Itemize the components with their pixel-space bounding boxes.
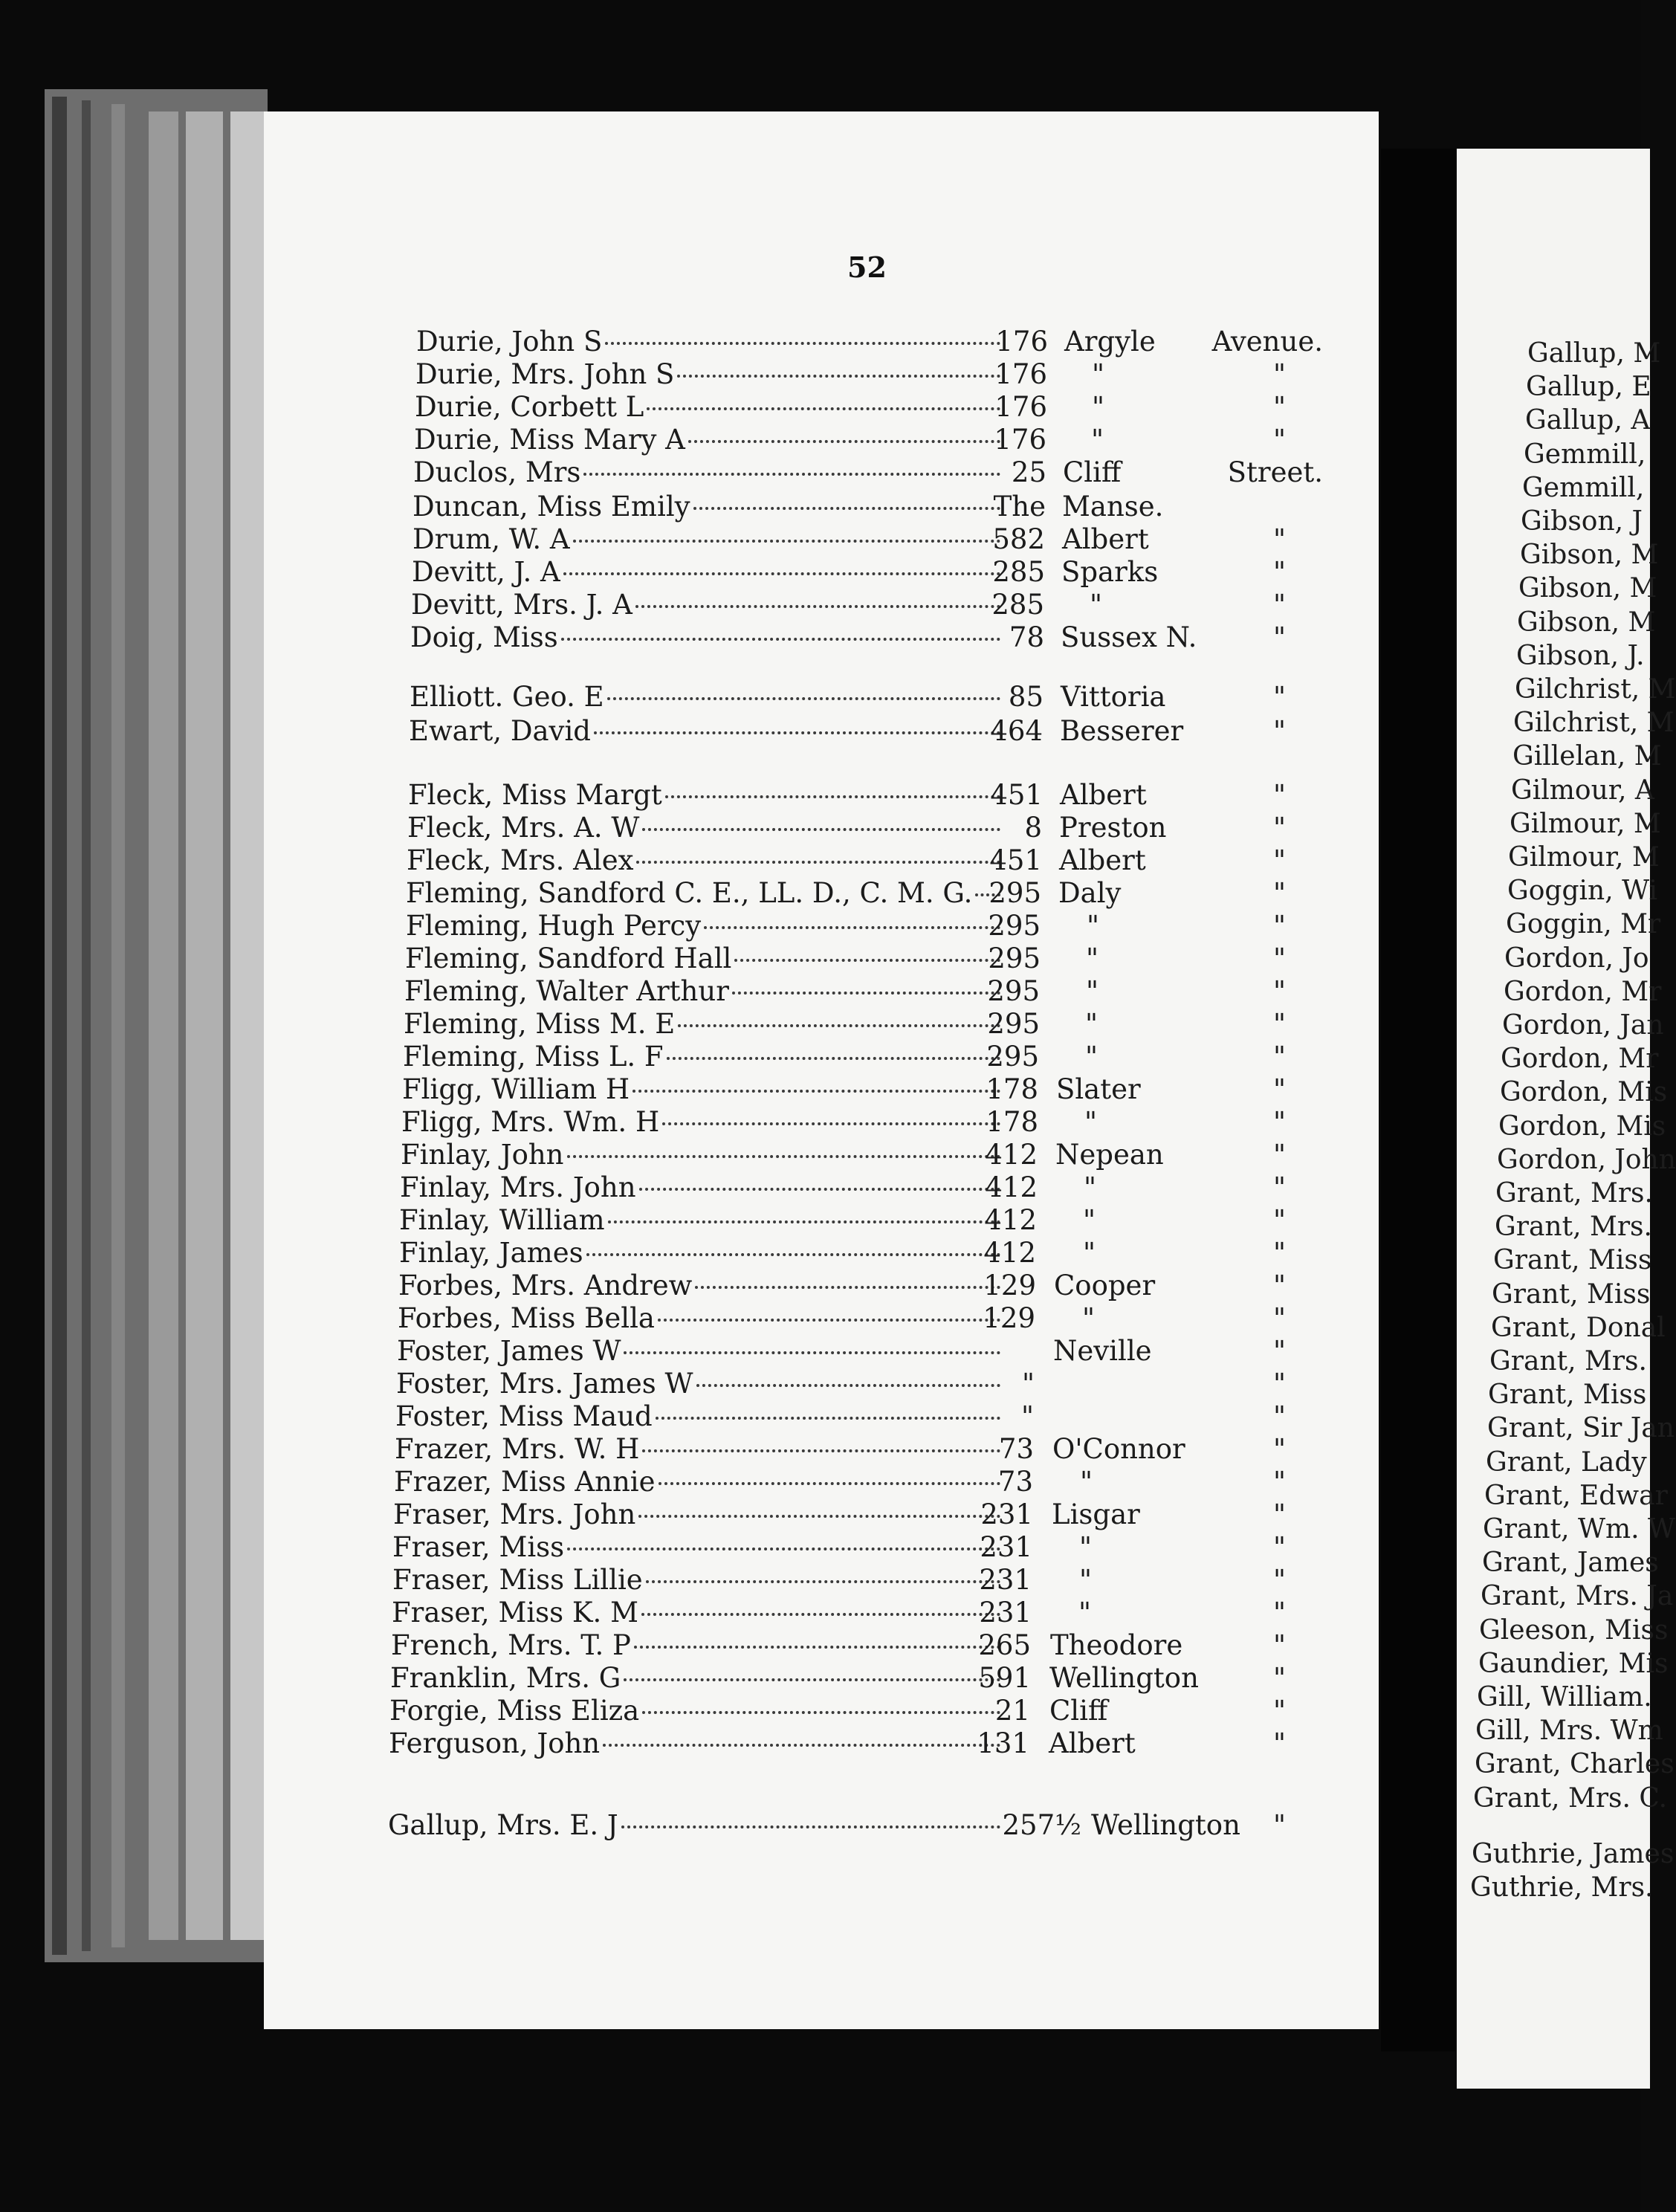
entry-street: Albert bbox=[1059, 844, 1146, 876]
entry-suffix: " bbox=[1272, 621, 1286, 653]
entry-number: 412 bbox=[985, 1171, 1038, 1203]
directory-entry bbox=[415, 358, 1003, 391]
directory-entry bbox=[406, 910, 1003, 942]
facing-page-entry: Gordon, Mis bbox=[1498, 1110, 1666, 1142]
entry-number: 265 bbox=[978, 1629, 1031, 1661]
entry-name: Fleck, Mrs. A. W bbox=[407, 812, 640, 844]
entry-street: " bbox=[1084, 1106, 1098, 1138]
facing-page-entry: Guthrie, Mrs. bbox=[1470, 1872, 1654, 1903]
directory-entry bbox=[402, 1073, 1003, 1106]
directory-entry bbox=[391, 1629, 1003, 1662]
directory-entry bbox=[388, 1809, 1003, 1842]
dot-leader bbox=[665, 795, 1000, 798]
facing-page-entry: Grant, Miss bbox=[1493, 1245, 1652, 1276]
entry-name: Fleming, Miss M. E bbox=[404, 1008, 676, 1040]
entry-street: Sussex N. bbox=[1061, 621, 1197, 653]
facing-page-entry: Gilchrist, M bbox=[1513, 708, 1675, 739]
entry-suffix: " bbox=[1272, 1270, 1286, 1301]
entry-number: 582 bbox=[992, 523, 1045, 555]
entry-name: Forbes, Mrs. Andrew bbox=[398, 1270, 693, 1301]
directory-entry bbox=[398, 1270, 1003, 1302]
entry-suffix: " bbox=[1272, 942, 1286, 974]
entry-number: 231 bbox=[980, 1498, 1033, 1530]
entry-name: Frazer, Mrs. W. H bbox=[395, 1433, 640, 1465]
entry-number: 295 bbox=[986, 1041, 1039, 1073]
directory-entry bbox=[408, 779, 1003, 812]
entry-suffix: " bbox=[1272, 1139, 1286, 1171]
entry-street: Albert bbox=[1049, 1727, 1136, 1759]
directory-entry bbox=[414, 424, 1003, 456]
facing-page-entry: Gordon, Mr bbox=[1501, 1044, 1659, 1075]
entry-number: 231 bbox=[979, 1564, 1032, 1596]
entry-suffix: " bbox=[1272, 715, 1286, 747]
entry-suffix: " bbox=[1272, 1695, 1286, 1727]
directory-entry bbox=[401, 1106, 1003, 1139]
entry-suffix: " bbox=[1272, 1302, 1286, 1334]
dot-leader bbox=[647, 407, 1000, 410]
entry-name: Fraser, Miss bbox=[392, 1531, 565, 1563]
entry-street: Cliff bbox=[1063, 456, 1122, 488]
directory-entry bbox=[412, 523, 1003, 556]
entry-suffix: " bbox=[1272, 910, 1286, 942]
entry-street: Sparks bbox=[1061, 556, 1159, 588]
facing-page-entry: Grant, Miss bbox=[1492, 1278, 1651, 1310]
entry-suffix: " bbox=[1272, 1400, 1286, 1432]
entry-name: Elliott. Geo. E bbox=[410, 681, 604, 713]
entry-suffix: " bbox=[1272, 1106, 1286, 1138]
entry-street: Albert bbox=[1060, 779, 1147, 811]
dot-leader bbox=[563, 572, 1000, 575]
facing-page-entry: Gemmill, bbox=[1524, 439, 1646, 470]
directory-entry bbox=[411, 589, 1003, 621]
entry-suffix: Avenue. bbox=[1211, 326, 1323, 358]
directory-entry bbox=[405, 942, 1003, 975]
entry-suffix: " bbox=[1272, 1498, 1286, 1530]
entry-suffix: " bbox=[1272, 1564, 1286, 1596]
directory-entry bbox=[395, 1433, 1003, 1466]
facing-page-fragment bbox=[1457, 149, 1676, 2089]
facing-page-entry: Gilchrist, M bbox=[1515, 674, 1676, 705]
entry-number: 176 bbox=[995, 326, 1048, 358]
entry-street: " bbox=[1092, 358, 1105, 390]
facing-page-entry: Gemmill, bbox=[1522, 472, 1645, 503]
entry-name: Finlay, John bbox=[401, 1139, 564, 1171]
dot-leader bbox=[677, 375, 1000, 378]
entry-number: 73 bbox=[998, 1433, 1034, 1465]
dot-leader bbox=[693, 507, 1000, 510]
facing-page-entry: Gordon, Jan bbox=[1502, 1010, 1664, 1041]
entry-suffix: " bbox=[1272, 779, 1286, 811]
facing-page-entry: Gilmour, M bbox=[1510, 808, 1661, 839]
entry-name: French, Mrs. T. P bbox=[391, 1629, 631, 1661]
entry-suffix: " bbox=[1272, 844, 1286, 876]
entry-number: 295 bbox=[987, 975, 1040, 1007]
dot-leader bbox=[567, 1155, 1000, 1158]
dot-leader bbox=[639, 1188, 1000, 1191]
entry-street: O'Connor bbox=[1052, 1433, 1185, 1465]
directory-entry bbox=[400, 1171, 1003, 1204]
entry-name: Fleming, Hugh Percy bbox=[406, 910, 702, 942]
entry-name: Fligg, Mrs. Wm. H bbox=[401, 1106, 660, 1138]
facing-page-entry: Gaundier, Mis bbox=[1478, 1648, 1669, 1679]
directory-entry bbox=[407, 812, 1003, 844]
entry-suffix: " bbox=[1272, 1597, 1286, 1629]
entry-name: Fraser, Miss Lillie bbox=[392, 1564, 643, 1596]
entry-number: 231 bbox=[980, 1531, 1032, 1563]
entry-name: Franklin, Mrs. G bbox=[390, 1662, 621, 1694]
entry-street: " bbox=[1085, 1008, 1099, 1040]
entry-suffix: " bbox=[1272, 1041, 1286, 1073]
entry-number: 285 bbox=[992, 556, 1045, 588]
entry-number: 231 bbox=[979, 1597, 1032, 1629]
entry-name: Finlay, William bbox=[399, 1204, 605, 1236]
entry-suffix: " bbox=[1272, 523, 1286, 555]
entry-street: Preston bbox=[1059, 812, 1167, 844]
entry-name: Devitt, Mrs. J. A bbox=[411, 589, 632, 621]
directory-entry bbox=[403, 1041, 1003, 1073]
entry-name: Durie, Miss Mary A bbox=[414, 424, 685, 456]
dot-leader bbox=[561, 638, 1000, 641]
directory-entry bbox=[390, 1662, 1003, 1695]
entry-number: 25 bbox=[1011, 456, 1046, 488]
dot-leader bbox=[688, 440, 1000, 443]
entry-street: " bbox=[1079, 1564, 1093, 1596]
facing-page-entry: Goggin, Wi bbox=[1507, 876, 1657, 907]
dot-leader bbox=[573, 540, 1000, 543]
entry-number: 451 bbox=[990, 779, 1043, 811]
entry-street: Cliff bbox=[1049, 1695, 1108, 1727]
entry-street: Argyle bbox=[1064, 326, 1156, 358]
entry-number: 295 bbox=[988, 942, 1041, 974]
facing-page-entry: Gibson, M bbox=[1520, 540, 1659, 571]
entry-suffix: " bbox=[1272, 1466, 1286, 1498]
directory-entry bbox=[392, 1531, 1003, 1564]
entry-name: Forgie, Miss Eliza bbox=[389, 1695, 640, 1727]
entry-number: 129 bbox=[983, 1302, 1035, 1334]
facing-page-entry: Grant, James bbox=[1482, 1548, 1659, 1579]
entry-suffix: " bbox=[1272, 812, 1286, 844]
directory-entry bbox=[410, 621, 1003, 654]
entry-number: 295 bbox=[988, 910, 1041, 942]
directory-entry bbox=[389, 1727, 1003, 1760]
entry-street: Vittoria bbox=[1061, 681, 1166, 713]
facing-page-entry: Grant, Lady bbox=[1486, 1446, 1647, 1478]
entry-street: " bbox=[1079, 1531, 1093, 1563]
facing-page-entry: Gibson, J. bbox=[1516, 640, 1645, 671]
directory-entry bbox=[404, 975, 1003, 1008]
directory-entry bbox=[399, 1237, 1003, 1270]
facing-page-entry: Gilmour, M bbox=[1508, 842, 1660, 873]
directory-entry bbox=[389, 1695, 1003, 1727]
entry-name: Foster, Miss Maud bbox=[395, 1400, 653, 1432]
directory-entry bbox=[406, 877, 1003, 910]
entry-street: Cooper bbox=[1054, 1270, 1156, 1301]
facing-page-entry: Goggin, Mr bbox=[1506, 909, 1661, 940]
entry-suffix: " bbox=[1272, 1008, 1286, 1040]
dot-leader bbox=[635, 605, 1000, 608]
dot-leader bbox=[586, 1253, 1000, 1256]
entry-street: Neville bbox=[1053, 1335, 1152, 1367]
facing-page-entry: Grant, Mrs. Ja bbox=[1481, 1581, 1674, 1612]
entry-street: Nepean bbox=[1055, 1139, 1164, 1171]
facing-page-entry: Gibson, J bbox=[1521, 506, 1643, 537]
facing-page-entry: Grant, Wm. W bbox=[1483, 1514, 1675, 1545]
entry-name: Fraser, Miss K. M bbox=[392, 1597, 638, 1629]
entry-name: Fligg, William H bbox=[402, 1073, 630, 1105]
entry-number: 85 bbox=[1008, 681, 1044, 713]
entry-suffix: " bbox=[1272, 556, 1286, 588]
entry-name: Fleck, Miss Margt bbox=[408, 779, 662, 811]
entry-street: Albert bbox=[1062, 523, 1149, 555]
entry-name: Foster, Mrs. James W bbox=[396, 1368, 693, 1400]
directory-entry bbox=[416, 326, 1003, 358]
facing-page-entry: Grant, Charles bbox=[1475, 1749, 1675, 1780]
entry-number: 21 bbox=[994, 1695, 1030, 1727]
entry-suffix: " bbox=[1272, 1073, 1286, 1105]
entry-suffix: " bbox=[1272, 358, 1286, 390]
directory-entry bbox=[392, 1564, 1003, 1597]
facing-page-entry: Gillelan, M bbox=[1512, 741, 1662, 772]
entry-suffix: " bbox=[1272, 1171, 1286, 1203]
entry-number: 295 bbox=[989, 877, 1041, 909]
facing-page-entry: Gill, William. bbox=[1477, 1682, 1652, 1713]
entry-name: Durie, John S bbox=[416, 326, 603, 358]
directory-entry bbox=[398, 1302, 1003, 1335]
directory-entry bbox=[393, 1498, 1003, 1531]
entry-suffix: " bbox=[1272, 1727, 1286, 1759]
entry-street: Besserer bbox=[1060, 715, 1184, 747]
entry-street: Wellington bbox=[1091, 1809, 1240, 1841]
entry-number: 178 bbox=[986, 1073, 1038, 1105]
facing-page-entry: Grant, Sir Jan bbox=[1487, 1413, 1675, 1444]
entry-street: " bbox=[1080, 1466, 1093, 1498]
entry-number: 591 bbox=[978, 1662, 1031, 1694]
entry-street: " bbox=[1090, 589, 1103, 621]
entry-number: 451 bbox=[989, 844, 1042, 876]
entry-name: Foster, James W bbox=[397, 1335, 621, 1367]
dot-leader bbox=[607, 697, 1000, 700]
entry-street: " bbox=[1085, 1041, 1099, 1073]
entry-name: Durie, Mrs. John S bbox=[415, 358, 675, 390]
entry-number: 464 bbox=[990, 715, 1043, 747]
entry-suffix: " bbox=[1272, 681, 1286, 713]
facing-page-entry: Gallup, E bbox=[1526, 372, 1651, 403]
entry-number: 73 bbox=[997, 1466, 1033, 1498]
entry-street: " bbox=[1084, 1171, 1097, 1203]
entry-number: 78 bbox=[1009, 621, 1044, 653]
dot-leader bbox=[636, 861, 1000, 864]
entry-suffix: " bbox=[1272, 1204, 1286, 1236]
entry-suffix: " bbox=[1272, 1662, 1286, 1694]
entry-street: Lisgar bbox=[1052, 1498, 1140, 1530]
entry-number: 8 bbox=[1024, 812, 1042, 844]
facing-page-entry: Gilmour, A bbox=[1511, 774, 1654, 806]
entry-suffix: " bbox=[1272, 1629, 1286, 1661]
entry-street: " bbox=[1082, 1302, 1096, 1334]
entry-number: 129 bbox=[983, 1270, 1036, 1301]
facing-page-entry: Grant, Mrs. C. bbox=[1473, 1782, 1668, 1814]
entry-suffix: " bbox=[1272, 424, 1286, 456]
entry-name: Forbes, Miss Bella bbox=[398, 1302, 655, 1334]
entry-suffix: " bbox=[1272, 589, 1286, 621]
entry-name: Gallup, Mrs. E. J bbox=[388, 1809, 618, 1841]
facing-page-entry: Gallup, A bbox=[1525, 405, 1651, 436]
entry-name: Duclos, Mrs bbox=[413, 456, 581, 488]
entry-street: Slater bbox=[1056, 1073, 1141, 1105]
entry-street: Daly bbox=[1058, 877, 1122, 909]
facing-page-entry: Gleeson, Miss bbox=[1479, 1614, 1669, 1646]
directory-entry bbox=[412, 491, 1003, 523]
facing-page-entry: Gibson, M bbox=[1517, 607, 1656, 638]
entry-street: Manse. bbox=[1062, 491, 1164, 523]
entry-number: " bbox=[1020, 1400, 1034, 1432]
dot-leader bbox=[642, 828, 1000, 831]
entry-street: " bbox=[1086, 942, 1099, 974]
entry-name: Doig, Miss bbox=[410, 621, 558, 653]
entry-number: 178 bbox=[986, 1106, 1038, 1138]
entry-street: " bbox=[1086, 975, 1099, 1007]
directory-entry bbox=[407, 844, 1003, 877]
dot-leader bbox=[605, 342, 1000, 345]
entry-name: Fleming, Walter Arthur bbox=[404, 975, 729, 1007]
entry-name: Fleck, Mrs. Alex bbox=[407, 844, 634, 876]
dot-leader bbox=[567, 1548, 1000, 1550]
facing-page-entry: Gordon, Mis bbox=[1500, 1077, 1668, 1108]
entry-number: 412 bbox=[983, 1237, 1036, 1269]
entry-street: " bbox=[1083, 1204, 1096, 1236]
entry-name: Fleming, Sandford Hall bbox=[405, 942, 732, 974]
page-number: 52 bbox=[847, 250, 887, 284]
entry-street: " bbox=[1091, 424, 1104, 456]
facing-page-entry: Grant, Mrs. bbox=[1489, 1346, 1647, 1377]
entry-suffix: " bbox=[1272, 1531, 1286, 1563]
dot-leader bbox=[583, 473, 1000, 476]
dot-leader bbox=[608, 1220, 1000, 1223]
entry-street: " bbox=[1083, 1237, 1096, 1269]
entry-number: " bbox=[1021, 1368, 1035, 1400]
directory-entry bbox=[397, 1335, 1003, 1368]
entry-name: Fleming, Miss L. F bbox=[403, 1041, 664, 1073]
entry-name: Fleming, Sandford C. E., LL. D., C. M. G. bbox=[406, 877, 973, 909]
facing-page-entry: Guthrie, James bbox=[1472, 1838, 1675, 1869]
entry-suffix: " bbox=[1272, 877, 1286, 909]
entry-name: Ferguson, John bbox=[389, 1727, 601, 1759]
dot-leader bbox=[624, 1351, 1000, 1354]
directory-entry bbox=[399, 1204, 1003, 1237]
entry-street: Theodore bbox=[1050, 1629, 1183, 1661]
entry-street: " bbox=[1078, 1597, 1092, 1629]
directory-entry bbox=[394, 1466, 1003, 1498]
dot-leader bbox=[594, 731, 1000, 734]
entry-suffix: " bbox=[1272, 1809, 1286, 1841]
entry-name: Durie, Corbett L bbox=[415, 391, 644, 423]
entry-number: The bbox=[993, 491, 1046, 523]
entry-number: 176 bbox=[994, 424, 1046, 456]
facing-page-entry: Gordon, Jo bbox=[1504, 942, 1649, 974]
entry-number: 295 bbox=[987, 1008, 1040, 1040]
directory-entry bbox=[395, 1400, 1003, 1433]
facing-page-entry: Grant, Donal bbox=[1491, 1312, 1666, 1343]
entry-number: 131 bbox=[977, 1727, 1029, 1759]
directory-entry bbox=[401, 1139, 1003, 1171]
entry-number: 176 bbox=[994, 391, 1047, 423]
entry-suffix: " bbox=[1272, 1237, 1286, 1269]
facing-page-entry: Gibson, M bbox=[1518, 573, 1657, 604]
directory-entry bbox=[410, 681, 1003, 714]
facing-page-entry: Gordon, John bbox=[1497, 1144, 1676, 1175]
entry-name: Ewart, David bbox=[409, 715, 591, 747]
directory-entry bbox=[409, 715, 1003, 748]
entry-number: 412 bbox=[985, 1139, 1038, 1171]
dot-leader bbox=[621, 1825, 1000, 1828]
entry-suffix: " bbox=[1272, 975, 1286, 1007]
entry-name: Fraser, Mrs. John bbox=[393, 1498, 636, 1530]
entry-number: 285 bbox=[991, 589, 1044, 621]
entry-street: " bbox=[1087, 910, 1100, 942]
facing-page-entry: Gill, Mrs. Wm bbox=[1475, 1715, 1663, 1747]
entry-suffix: Street. bbox=[1227, 456, 1323, 488]
entry-suffix: " bbox=[1272, 1368, 1286, 1400]
directory-entry bbox=[396, 1368, 1003, 1400]
entry-name: Finlay, Mrs. John bbox=[400, 1171, 636, 1203]
entry-street: Wellington bbox=[1049, 1662, 1199, 1694]
facing-page-entry: Gordon, Mr bbox=[1504, 976, 1662, 1007]
directory-entry bbox=[413, 456, 1003, 489]
entry-name: Duncan, Miss Emily bbox=[412, 491, 690, 523]
entry-suffix: " bbox=[1272, 1335, 1286, 1367]
directory-entry bbox=[404, 1008, 1003, 1041]
facing-page-entry: Grant, Edwar bbox=[1484, 1480, 1668, 1511]
facing-page-entry: Gallup, M bbox=[1527, 338, 1661, 369]
directory-entry bbox=[392, 1597, 1003, 1629]
facing-page-entry: Grant, Miss bbox=[1488, 1380, 1647, 1411]
entry-name: Devitt, J. A bbox=[412, 556, 560, 588]
directory-entry bbox=[412, 556, 1003, 589]
entry-name: Finlay, James bbox=[399, 1237, 583, 1269]
entry-street: " bbox=[1092, 391, 1105, 423]
entry-suffix: " bbox=[1272, 391, 1286, 423]
entry-name: Drum, W. A bbox=[412, 523, 570, 555]
entry-number: 412 bbox=[984, 1204, 1037, 1236]
entry-number: 257½ bbox=[1002, 1809, 1081, 1841]
entry-name: Frazer, Miss Annie bbox=[394, 1466, 656, 1498]
facing-page-entry: Grant, Mrs. bbox=[1495, 1212, 1652, 1243]
dot-leader bbox=[632, 1090, 1000, 1093]
entry-suffix: " bbox=[1272, 1433, 1286, 1465]
directory-entry bbox=[415, 391, 1003, 424]
facing-page-entry: Grant, Mrs. bbox=[1495, 1178, 1653, 1209]
entry-number: 176 bbox=[994, 358, 1047, 390]
